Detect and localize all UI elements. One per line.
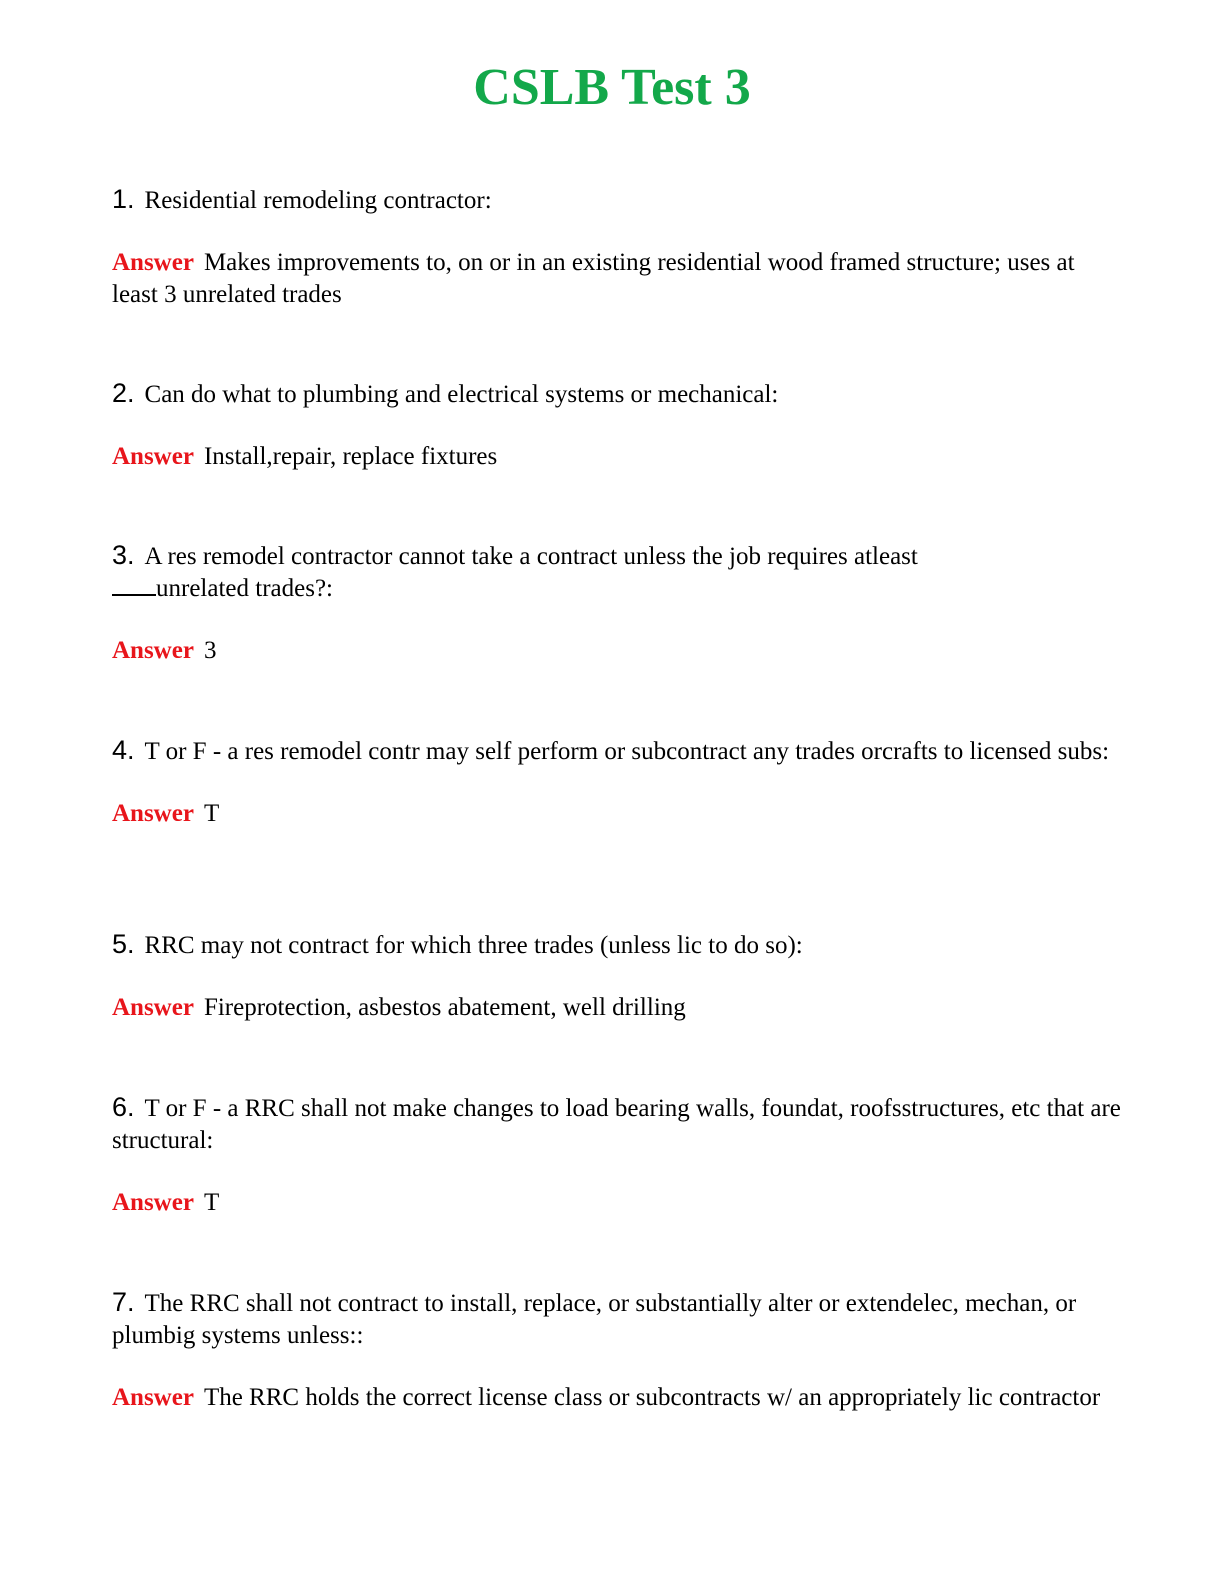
question-number: 3. xyxy=(112,540,135,570)
question-1 xyxy=(112,183,1122,217)
answer-text: T xyxy=(203,1189,220,1216)
question-text: T or F - a res remodel contr may self perform or subcontract any trades orcrafts to licensed subs: xyxy=(144,738,1110,765)
question-text-cont: unrelated trades?: xyxy=(156,575,333,602)
question-7 xyxy=(112,1286,1122,1352)
answer-label: Answer xyxy=(112,1189,194,1216)
qa-item-3 xyxy=(112,539,1122,667)
qa-item-2 xyxy=(112,377,1122,473)
question-number: 2. xyxy=(112,378,135,408)
qa-item-4 xyxy=(112,734,1122,830)
answer-2 xyxy=(112,441,1122,473)
question-3 xyxy=(112,539,1122,605)
answer-label: Answer xyxy=(112,443,194,470)
answer-4 xyxy=(112,798,1122,830)
question-text: A res remodel contractor cannot take a contract unless the job requires atleast xyxy=(144,543,918,570)
answer-label: Answer xyxy=(112,1384,194,1411)
question-number: 4. xyxy=(112,735,135,765)
question-text: Can do what to plumbing and electrical systems or mechanical: xyxy=(144,381,779,408)
question-5 xyxy=(112,928,1122,962)
question-text: The RRC shall not contract to install, replace, or substantially alter or extendelec, mechan, or plumbig systems unless:: xyxy=(112,1290,1077,1349)
answer-label: Answer xyxy=(112,637,194,664)
answer-label: Answer xyxy=(112,249,194,276)
question-number: 7. xyxy=(112,1287,135,1317)
answer-label: Answer xyxy=(112,994,194,1021)
answer-text: Makes improvements to, on or in an existing residential wood framed structure; uses at least 3 unrelated trades xyxy=(112,249,1075,308)
qa-item-7 xyxy=(112,1286,1122,1414)
answer-5 xyxy=(112,992,1122,1024)
answer-text: Install,repair, replace fixtures xyxy=(203,443,498,470)
page-title: CSLB Test 3 xyxy=(473,59,751,116)
qa-item-1 xyxy=(112,183,1122,311)
question-number: 1. xyxy=(112,184,135,214)
answer-text: T xyxy=(203,800,220,827)
answer-7 xyxy=(112,1382,1122,1414)
answer-label: Answer xyxy=(112,800,194,827)
qa-item-6 xyxy=(112,1091,1122,1219)
question-number: 5. xyxy=(112,929,135,959)
answer-text: 3 xyxy=(203,637,217,664)
answer-1 xyxy=(112,247,1122,311)
answer-text: The RRC holds the correct license class or subcontracts w/ an appropriately lic contractor xyxy=(203,1384,1101,1411)
fill-in-blank xyxy=(112,574,156,596)
question-6 xyxy=(112,1091,1122,1157)
answer-6 xyxy=(112,1187,1122,1219)
qa-item-5 xyxy=(112,928,1122,1024)
answer-3 xyxy=(112,635,1122,667)
question-text: Residential remodeling contractor: xyxy=(144,187,492,214)
question-number: 6. xyxy=(112,1092,135,1122)
question-text: RRC may not contract for which three trades (unless lic to do so): xyxy=(144,932,803,959)
question-4 xyxy=(112,734,1122,768)
answer-text: Fireprotection, asbestos abatement, well drilling xyxy=(203,994,686,1021)
question-text: T or F - a RRC shall not make changes to load bearing walls, foundat, roofsstructures, etc that are structural: xyxy=(112,1095,1121,1154)
question-2 xyxy=(112,377,1122,411)
